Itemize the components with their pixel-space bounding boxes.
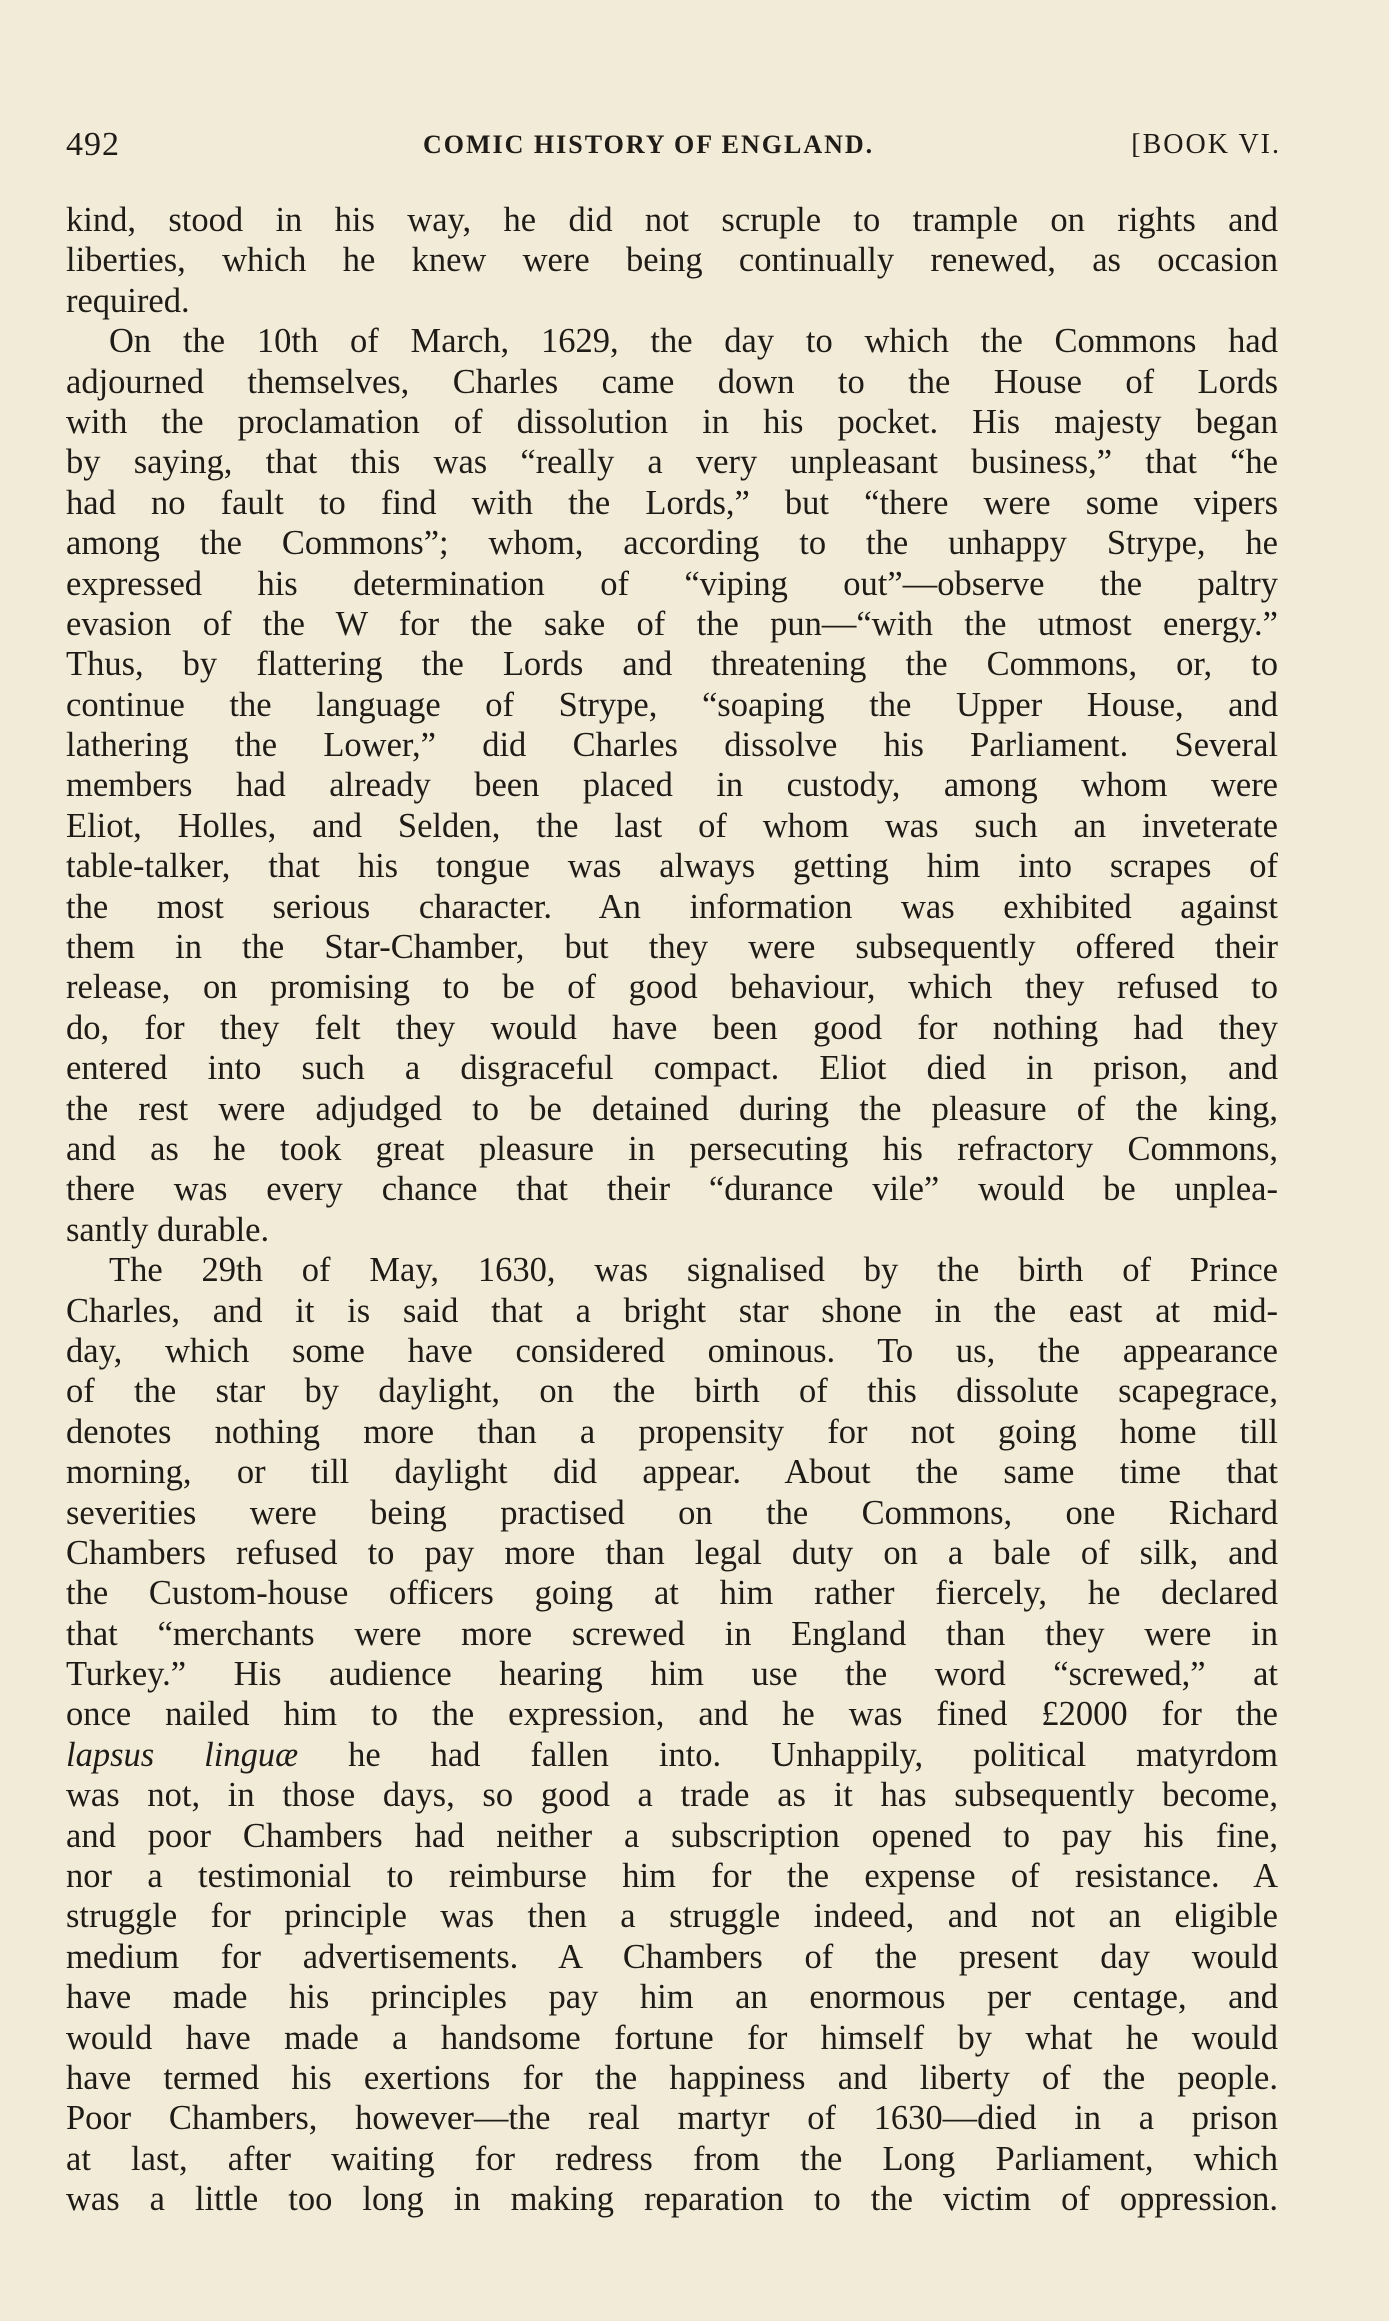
text-line: at last, after waiting for redress from the Long Parliament, which (66, 2139, 1278, 2178)
text-line: and as he took great pleasure in persecuting his refractory Commons, (66, 1129, 1278, 1168)
text-line: expressed his determination of “viping out”—observe the paltry (66, 564, 1278, 603)
text-line: denotes nothing more than a propensity for not going home till (66, 1412, 1278, 1451)
text-line: Turkey.” His audience hearing him use the word “screwed,” at (66, 1655, 1278, 1694)
text-line: the Custom-house officers going at him rather fiercely, he declared (66, 1574, 1278, 1613)
text-line: was a little too long in making reparation to the victim of oppression. (66, 2180, 1278, 2219)
text-line: required. (66, 281, 190, 320)
text-line: once nailed him to the expression, and he was fined £2000 for the (66, 1695, 1278, 1734)
text-line: medium for advertisements. A Chambers of the present day would (66, 1937, 1278, 1976)
text-line: continue the language of Strype, “soaping the Upper House, and (66, 685, 1278, 724)
text-line: Eliot, Holles, and Selden, the last of whom was such an inveterate (66, 806, 1278, 845)
text-line: with the proclamation of dissolution in his pocket. His majesty began (66, 402, 1278, 441)
text-line: lapsus linguæ he had fallen into. Unhappily, political matyrdom (66, 1735, 1278, 1774)
text-line: The 29th of May, 1630, was signalised by the birth of Prince (109, 1251, 1278, 1290)
text-line: do, for they felt they would have been good for nothing had they (66, 1008, 1278, 1047)
text-line: lathering the Lower,” did Charles dissolve his Parliament. Several (66, 726, 1278, 765)
text-line: had no fault to find with the Lords,” but “there were some vipers (66, 483, 1278, 522)
book-label: [BOOK VI. (1131, 129, 1281, 160)
text-line: Thus, by flattering the Lords and threatening the Commons, or, to (66, 645, 1278, 684)
text-line: On the 10th of March, 1629, the day to which the Commons had (109, 322, 1278, 361)
text-line: have termed his exertions for the happiness and liberty of the people. (66, 2058, 1278, 2097)
text-line: nor a testimonial to reimburse him for the expense of resistance. A (66, 1857, 1278, 1896)
text-line: morning, or till daylight did appear. About the same time that (66, 1453, 1278, 1492)
text-line: evasion of the W for the sake of the pun—“with the utmost energy.” (66, 604, 1278, 643)
body-text (66, 200, 1278, 2220)
italic-phrase: lapsus linguæ (66, 1735, 299, 1774)
text-line: day, which some have considered ominous. To us, the appearance (66, 1331, 1278, 1370)
running-title: COMIC HISTORY OF ENGLAND. (423, 130, 875, 159)
text-line: among the Commons”; whom, according to the unhappy Strype, he (66, 524, 1278, 563)
text-line: santly durable. (66, 1210, 270, 1249)
running-head (66, 120, 1281, 170)
page-number: 492 (66, 126, 120, 163)
text-line: kind, stood in his way, he did not scruple to trample on rights and (66, 201, 1278, 239)
text-line: Poor Chambers, however—the real martyr of 1630—died in a prison (66, 2099, 1278, 2138)
text-line: there was every chance that their “durance vile” would be unplea- (66, 1170, 1278, 1209)
text-line: liberties, which he knew were being continually renewed, as occasion (66, 241, 1278, 280)
text-line: Chambers refused to pay more than legal duty on a bale of silk, and (66, 1533, 1278, 1572)
text-line: them in the Star-Chamber, but they were subsequently offered their (66, 928, 1278, 967)
text-line: have made his principles pay him an enormous per centage, and (66, 1978, 1278, 2017)
text-line: of the star by daylight, on the birth of this dissolute scapegrace, (66, 1372, 1278, 1411)
text-line: that “merchants were more screwed in England than they were in (66, 1614, 1278, 1653)
text-line: struggle for principle was then a struggle indeed, and not an eligible (66, 1897, 1278, 1936)
text-line: the most serious character. An information was exhibited against (66, 887, 1278, 926)
text-line: by saying, that this was “really a very unpleasant business,” that “he (66, 443, 1278, 482)
text-line: release, on promising to be of good behaviour, which they refused to (66, 968, 1278, 1007)
text-line: and poor Chambers had neither a subscription opened to pay his fine, (66, 1816, 1278, 1855)
text-line: adjourned themselves, Charles came down to the House of Lords (66, 362, 1278, 401)
text-line: was not, in those days, so good a trade as it has subsequently become, (66, 1776, 1278, 1815)
text-line: Charles, and it is said that a bright star shone in the east at mid- (66, 1291, 1278, 1330)
text-line: entered into such a disgraceful compact. Eliot died in prison, and (66, 1049, 1278, 1088)
text-line: would have made a handsome fortune for himself by what he would (66, 2018, 1278, 2057)
text-line: the rest were adjudged to be detained during the pleasure of the king, (66, 1089, 1278, 1128)
text-line: members had already been placed in custody, among whom were (66, 766, 1278, 805)
text-line: table-talker, that his tongue was always getting him into scrapes of (66, 847, 1278, 886)
text-line: severities were being practised on the Commons, one Richard (66, 1493, 1278, 1532)
